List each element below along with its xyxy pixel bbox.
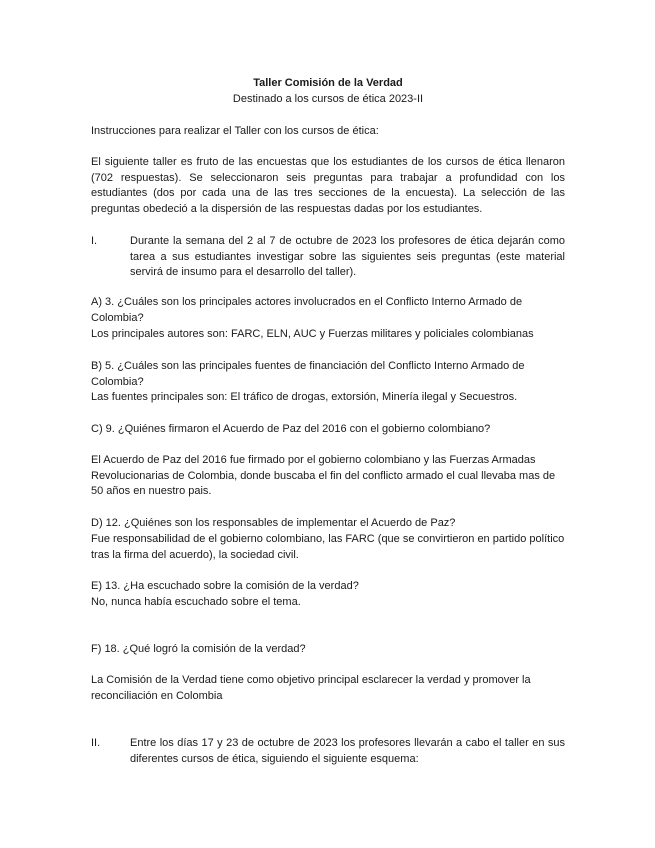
question-c: C) 9. ¿Quiénes firmaron el Acuerdo de Paz del 2016 con el gobierno colombiano?: [91, 423, 491, 435]
document-subtitle: Destinado a los cursos de ética 2023-II: [232, 93, 424, 105]
item-ii-numeral: II.: [91, 737, 101, 749]
answer-d: Fue responsabilidad de el gobierno colombiano, las FARC (que se convirtieron en partido político tras la firma del acuerdo), la sociedad civil.: [91, 533, 565, 561]
answer-e: No, nunca había escuchado sobre el tema.: [91, 596, 301, 608]
question-b: B) 5. ¿Cuáles son las principales fuentes de financiación del Conflicto Interno Armado de Colombia?: [91, 360, 525, 388]
item-ii-text: Entre los días 17 y 23 de octubre de 2023 los profesores llevarán a cabo el taller en sus diferentes cursos de ética, siguiendo el siguiente esquema:: [130, 737, 565, 765]
intro-paragraph: El siguiente taller es fruto de las encuestas que los estudiantes de los cursos de ética llenaron (702 respuestas). Se seleccionaron seis preguntas para trabajar a profundidad con los estudiantes (dos por cada una de las tres secciones de la encuesta). La selección de las preguntas obedeció a la dispersión de las respuestas dadas por los estudiantes.: [91, 156, 565, 215]
answer-c: El Acuerdo de Paz del 2016 fue firmado por el gobierno colombiano y las Fuerzas Armadas Revolucionarias de Colombia, donde buscaba el fin del conflicto armado el cual llevaba mas de 50 años en nuestro pais.: [91, 454, 556, 498]
answer-b: Las fuentes principales son: El tráfico de drogas, extorsión, Minería ilegal y Secuestros.: [91, 391, 518, 403]
item-i-numeral: I.: [91, 235, 98, 247]
answer-a: Los principales autores son: FARC, ELN, AUC y Fuerzas militares y policiales colombianas: [91, 328, 534, 340]
question-f: F) 18. ¿Qué logró la comisión de la verdad?: [91, 643, 306, 655]
item-i-text: Durante la semana del 2 al 7 de octubre de 2023 los profesores de ética dejarán como tarea a sus estudiantes investigar sobre las siguientes seis preguntas (este material servirá de insumo para el desarrollo del taller).: [130, 235, 565, 279]
question-e: E) 13. ¿Ha escuchado sobre la comisión de la verdad?: [91, 580, 359, 592]
document-title: Taller Comisión de la Verdad: [253, 77, 403, 89]
answer-f: La Comisión de la Verdad tiene como objetivo principal esclarecer la verdad y promover la reconciliación en Colombia: [91, 674, 531, 702]
question-a: A) 3. ¿Cuáles son los principales actores involucrados en el Conflicto Interno Armado de Colombia?: [91, 296, 523, 324]
question-d: D) 12. ¿Quiénes son los responsables de implementar el Acuerdo de Paz?: [91, 517, 456, 529]
instructions-heading: Instrucciones para realizar el Taller con los cursos de ética:: [91, 125, 379, 137]
